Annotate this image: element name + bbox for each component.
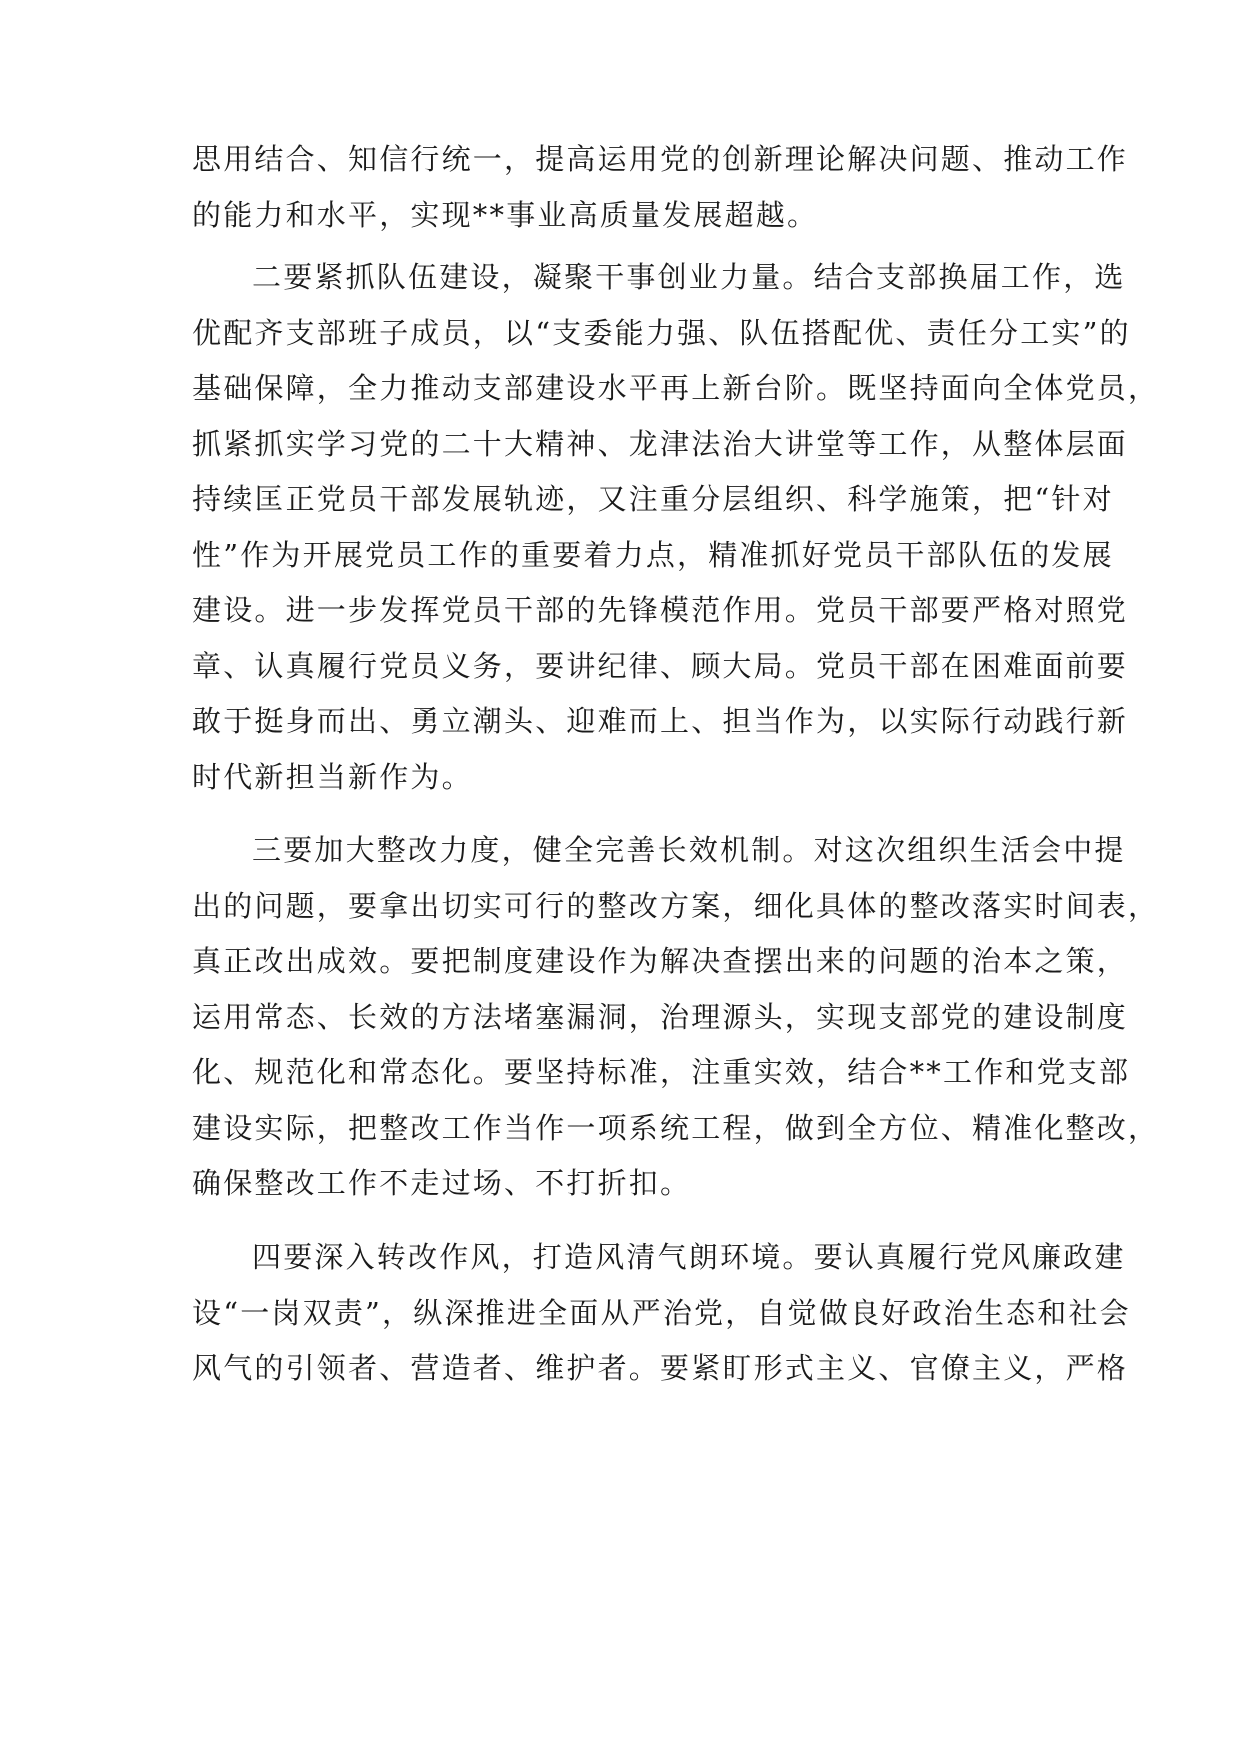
text-line: 敢于挺身而出、勇立潮头、迎难而上、担当作为，以实际行动践行新 bbox=[192, 704, 1129, 738]
text-line: 建设实际，把整改工作当作一项系统工程，做到全方位、精准化整改， bbox=[192, 1110, 1160, 1145]
text-line: 运用常态、长效的方法堵塞漏洞，治理源头，实现支部党的建设制度 bbox=[192, 999, 1129, 1034]
text-line: 设“一岗双责”，纵深推进全面从严治党，自觉做良好政治生态和社会 bbox=[192, 1295, 1131, 1330]
text-line: 真正改出成效。要把制度建设作为解决查摆出来的问题的治本之策， bbox=[192, 944, 1129, 978]
text-line: 持续匡正党员干部发展轨迹，又注重分层组织、科学施策，把“针对 bbox=[192, 482, 1114, 516]
text-line: 确保整改工作不走过场、不打折扣。 bbox=[192, 1166, 692, 1200]
text-line: 建设。进一步发挥党员干部的先锋模范作用。党员干部要严格对照党 bbox=[192, 593, 1129, 627]
text-line: 性”作为开展党员工作的重要着力点，精准抓好党员干部队伍的发展 bbox=[192, 537, 1114, 572]
paragraph-point-three bbox=[192, 823, 1160, 1212]
paragraph-continuation bbox=[192, 132, 1129, 243]
text-line: 优配齐支部班子成员，以“支委能力强、队伍搭配优、责任分工实”的 bbox=[192, 315, 1131, 350]
text-line: 抓紧抓实学习党的二十大精神、龙津法治大讲堂等工作，从整体层面 bbox=[192, 426, 1129, 461]
text-line: 出的问题，要拿出切实可行的整改方案，细化具体的整改落实时间表， bbox=[192, 888, 1160, 923]
text-line: 思用结合、知信行统一，提高运用党的创新理论解决问题、推动工作 bbox=[192, 142, 1129, 176]
text-line: 三要加大整改力度，健全完善长效机制。对这次组织生活会中提 bbox=[252, 833, 1126, 867]
text-line: 时代新担当新作为。 bbox=[192, 759, 473, 794]
paragraph-point-four bbox=[192, 1230, 1131, 1397]
text-line: 化、规范化和常态化。要坚持标准，注重实效，结合**工作和党支部 bbox=[192, 1055, 1131, 1089]
text-line: 章、认真履行党员义务，要讲纪律、顾大局。党员干部在困难面前要 bbox=[192, 648, 1129, 683]
text-line: 二要紧抓队伍建设，凝聚干事创业力量。结合支部换届工作，选 bbox=[252, 260, 1126, 294]
text-line: 风气的引领者、营造者、维护者。要紧盯形式主义、官僚主义，严格 bbox=[192, 1351, 1129, 1385]
text-line: 的能力和水平，实现**事业高质量发展超越。 bbox=[192, 197, 819, 232]
paragraph-point-two bbox=[192, 250, 1160, 805]
text-line: 基础保障，全力推动支部建设水平再上新台阶。既坚持面向全体党员， bbox=[192, 371, 1160, 405]
text-line: 四要深入转改作风，打造风清气朗环境。要认真履行党风廉政建 bbox=[252, 1240, 1126, 1274]
